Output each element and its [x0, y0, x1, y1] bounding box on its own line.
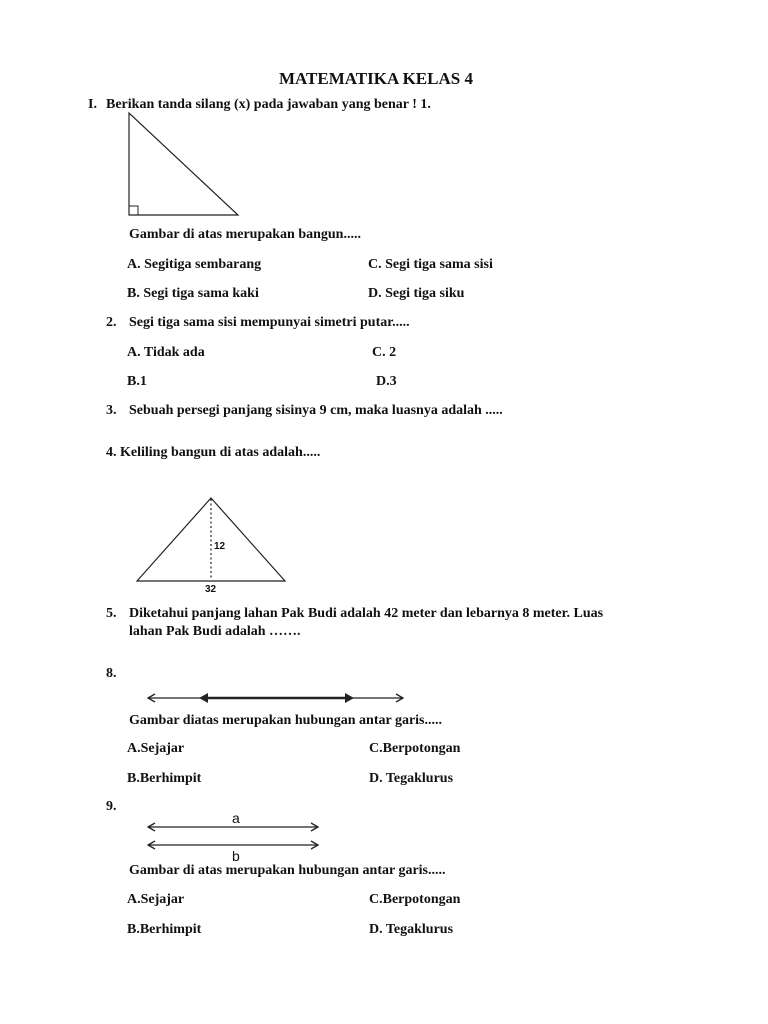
- q2-number: 2.: [106, 315, 117, 330]
- q9-option-d[interactable]: D. Tegaklurus: [369, 922, 454, 937]
- q8-option-c[interactable]: C.Berpotongan: [369, 741, 461, 756]
- page-title: MATEMATIKA KELAS 4: [279, 69, 473, 88]
- q2-option-c[interactable]: C. 2: [372, 345, 397, 360]
- q8-text: Gambar diatas merupakan hubungan antar garis.....: [129, 713, 442, 728]
- q1-option-b[interactable]: B. Segi tiga sama kaki: [127, 286, 259, 301]
- q2-text: Segi tiga sama sisi mempunyai simetri putar.....: [129, 315, 410, 330]
- q2-option-b[interactable]: B.1: [127, 374, 147, 389]
- q9-option-a[interactable]: A.Sejajar: [127, 892, 185, 907]
- q2-option-d[interactable]: D.3: [376, 374, 397, 389]
- q1-option-d[interactable]: D. Segi tiga siku: [368, 286, 465, 301]
- q1-text: Gambar di atas merupakan bangun.....: [129, 227, 361, 242]
- q1-option-c[interactable]: C. Segi tiga sama sisi: [368, 257, 493, 272]
- q9-number: 9.: [106, 799, 117, 814]
- section-instruction: Berikan tanda silang (x) pada jawaban yang benar ! 1.: [106, 97, 431, 112]
- line-a-label: a: [232, 810, 240, 826]
- q8-option-d[interactable]: D. Tegaklurus: [369, 771, 454, 786]
- q5-text-line2: lahan Pak Budi adalah …….: [129, 624, 301, 639]
- q9-option-b[interactable]: B.Berhimpit: [127, 922, 202, 937]
- q3-text: Sebuah persegi panjang sisinya 9 cm, maka luasnya adalah .....: [129, 403, 503, 418]
- base-label: 32: [205, 584, 217, 595]
- q8-number: 8.: [106, 666, 117, 681]
- q8-option-a[interactable]: A.Sejajar: [127, 741, 185, 756]
- line-b-label: b: [232, 848, 240, 864]
- section-number: I.: [88, 97, 97, 112]
- height-label: 12: [214, 541, 226, 552]
- q3-number: 3.: [106, 403, 117, 418]
- q2-option-a[interactable]: A. Tidak ada: [127, 345, 205, 360]
- q9-text: Gambar di atas merupakan hubungan antar garis.....: [129, 863, 446, 878]
- q5-number: 5.: [106, 606, 117, 621]
- q1-option-a[interactable]: A. Segitiga sembarang: [127, 257, 262, 272]
- q9-option-c[interactable]: C.Berpotongan: [369, 892, 461, 907]
- q4-text: 4. Keliling bangun di atas adalah.....: [106, 445, 321, 460]
- q5-text-line1: Diketahui panjang lahan Pak Budi adalah 42 meter dan lebarnya 8 meter. Luas: [129, 606, 604, 621]
- q8-option-b[interactable]: B.Berhimpit: [127, 771, 202, 786]
